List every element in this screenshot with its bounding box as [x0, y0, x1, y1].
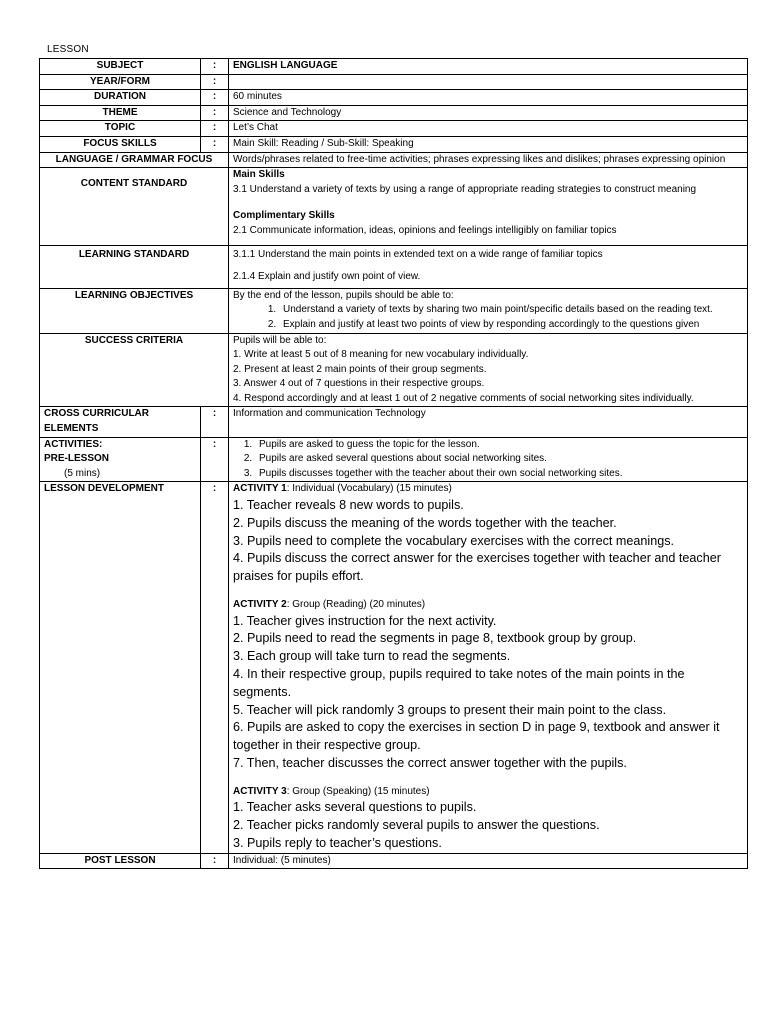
complimentary-skills-heading: Complimentary Skills: [233, 210, 335, 222]
activity-1-meta: : Individual (Vocabulary) (15 minutes): [286, 483, 452, 495]
cross-curricular-value: Information and communication Technology: [229, 407, 748, 437]
success-criteria-intro: Pupils will be able to:: [233, 334, 327, 346]
activity-step: 2. Pupils discuss the meaning of the words together with the teacher.: [233, 515, 617, 530]
pre-lesson-value: [229, 437, 748, 482]
activity-step: 1. Teacher reveals 8 new words to pupils.: [233, 498, 464, 513]
subject-colon: :: [201, 59, 229, 75]
year-form-value: [229, 74, 748, 90]
row-theme: [40, 105, 748, 121]
complimentary-skills-text: 2.1 Communicate information, ideas, opinions and feelings intelligibly on familiar topics: [233, 224, 617, 236]
success-criteria-item: 4. Respond accordingly and at least 1 out of 2 negative comments of social networking sites individually.: [233, 392, 694, 404]
row-year-form: [40, 74, 748, 90]
lesson-development-colon: :: [201, 482, 229, 853]
row-post-lesson: [40, 853, 748, 869]
pre-lesson-colon: :: [201, 437, 229, 482]
learning-standard-value: [229, 245, 748, 288]
pre-lesson-title: PRE-LESSON: [44, 453, 110, 465]
row-success-criteria: [40, 333, 748, 407]
topic-colon: :: [201, 121, 229, 137]
theme-label: THEME: [40, 105, 201, 121]
row-topic: [40, 121, 748, 137]
year-form-colon: :: [201, 74, 229, 90]
activity-step: 3. Pupils reply to teacher’s questions.: [233, 835, 442, 850]
learning-objectives-intro: By the end of the lesson, pupils should be able to:: [233, 289, 454, 301]
row-lesson-development: [40, 482, 748, 853]
row-cross-curricular: [40, 407, 748, 437]
success-criteria-label: SUCCESS CRITERIA: [40, 333, 229, 407]
activity-step: 1. Teacher asks several questions to pupils.: [233, 800, 477, 815]
activity-step: 1. Teacher gives instruction for the next activity.: [233, 613, 497, 628]
pre-lesson-label: [40, 437, 201, 482]
activity-3-meta: : Group (Speaking) (15 minutes): [286, 785, 430, 797]
activity-step: 4. Pupils discuss the correct answer for the exercises together with teacher and teacher praises for pupils effort.: [233, 551, 721, 584]
activity-step: 6. Pupils are asked to copy the exercises in section D in page 9, textbook and answer it together in their respective group.: [233, 720, 720, 753]
row-pre-lesson: [40, 437, 748, 482]
row-language-focus: [40, 152, 748, 168]
pre-lesson-list: [233, 438, 743, 482]
success-criteria-value: [229, 333, 748, 407]
lesson-heading: LESSON: [47, 44, 89, 55]
activity-step: 3. Each group will take turn to read the segments.: [233, 649, 511, 664]
activities-label: ACTIVITIES:: [44, 438, 103, 450]
learning-standard-label: LEARNING STANDARD: [40, 245, 229, 288]
learning-objectives-label: LEARNING OBJECTIVES: [40, 288, 229, 333]
duration-value: 60 minutes: [229, 90, 748, 106]
row-learning-standard: [40, 245, 748, 288]
subject-label: SUBJECT: [40, 59, 201, 75]
learning-standard-line-2: 2.1.4 Explain and justify own point of view.: [233, 271, 421, 283]
activity-2-steps: [233, 613, 743, 773]
row-focus-skills: [40, 136, 748, 152]
activity-step: 7. Then, teacher discusses the correct answer together with the pupils.: [233, 755, 627, 770]
activity-2-title: ACTIVITY 2: [233, 599, 287, 611]
learning-objectives-list: [233, 303, 743, 332]
pre-lesson-item: 3. Pupils discusses together with the teacher about their own social networking sites.: [255, 467, 743, 482]
activity-1-steps: [233, 497, 743, 586]
activity-2-meta: : Group (Reading) (20 minutes): [286, 599, 426, 611]
success-criteria-item: 3. Answer 4 out of 7 questions in their respective groups.: [233, 378, 485, 390]
learning-objective-item: 2. Explain and justify at least two points of view by responding accordingly to the questions given: [279, 318, 743, 333]
pre-lesson-item: 1. Pupils are asked to guess the topic for the lesson.: [255, 438, 743, 453]
language-focus-label: LANGUAGE / GRAMMAR FOCUS: [40, 152, 229, 168]
language-focus-value: Words/phrases related to free-time activities; phrases expressing likes and dislikes; phrases expressing opinion: [229, 152, 748, 168]
row-subject: [40, 59, 748, 75]
success-criteria-item: 2. Present at least 2 main points of their group segments.: [233, 363, 487, 375]
content-standard-value: [229, 168, 748, 245]
main-skills-heading: Main Skills: [233, 169, 285, 181]
focus-skills-value: Main Skill: Reading / Sub-Skill: Speaking: [229, 136, 748, 152]
activity-2-heading: [233, 598, 743, 613]
activity-3-heading: [233, 785, 743, 800]
cross-curricular-label: CROSS CURRICULAR ELEMENTS: [40, 407, 201, 437]
learning-standard-line-1: 3.1.1 Understand the main points in extended text on a wide range of familiar topics: [233, 248, 603, 260]
activity-step: 4. In their respective group, pupils required to take notes of the main points in the segments.: [233, 667, 685, 699]
activity-1-heading: [233, 482, 743, 497]
duration-label: DURATION: [40, 90, 201, 106]
lesson-development-label: LESSON DEVELOPMENT: [40, 482, 201, 853]
duration-colon: :: [201, 90, 229, 106]
activity-step: 2. Pupils need to read the segments in page 8, textbook group by group.: [233, 631, 637, 646]
activity-3-title: ACTIVITY 3: [233, 785, 287, 797]
lesson-development-value: [229, 482, 748, 853]
lesson-plan-table: [39, 58, 748, 869]
row-learning-objectives: [40, 288, 748, 333]
learning-objective-item: 1. Understand a variety of texts by sharing two main point/specific details based on the reading text.: [279, 303, 743, 318]
post-lesson-value: Individual: (5 minutes): [229, 853, 748, 869]
row-duration: [40, 90, 748, 106]
year-form-label: YEAR/FORM: [40, 74, 201, 90]
pre-lesson-item: 2. Pupils are asked several questions about social networking sites.: [255, 452, 743, 467]
learning-objectives-value: [229, 288, 748, 333]
subject-value: ENGLISH LANGUAGE: [229, 59, 748, 75]
topic-value: Let’s Chat: [229, 121, 748, 137]
topic-label: TOPIC: [40, 121, 201, 137]
focus-skills-colon: :: [201, 136, 229, 152]
post-lesson-label: POST LESSON: [40, 853, 201, 869]
theme-colon: :: [201, 105, 229, 121]
activity-3-steps: [233, 799, 743, 852]
pre-lesson-duration: (5 mins): [64, 467, 101, 479]
activity-1-title: ACTIVITY 1: [233, 483, 287, 495]
main-skills-text: 3.1 Understand a variety of texts by using a range of appropriate reading strategies to construct meaning: [233, 183, 697, 195]
content-standard-label: CONTENT STANDARD: [40, 168, 229, 245]
success-criteria-item: 1. Write at least 5 out of 8 meaning for new vocabulary individually.: [233, 349, 529, 361]
row-content-standard: [40, 168, 748, 245]
post-lesson-colon: :: [201, 853, 229, 869]
theme-value: Science and Technology: [229, 105, 748, 121]
cross-curricular-colon: :: [201, 407, 229, 437]
activity-step: 3. Pupils need to complete the vocabulary exercises with the correct meanings.: [233, 533, 675, 548]
activity-step: 2. Teacher picks randomly several pupils to answer the questions.: [233, 818, 600, 833]
focus-skills-label: FOCUS SKILLS: [40, 136, 201, 152]
activity-step: 5. Teacher will pick randomly 3 groups to present their main point to the class.: [233, 702, 667, 717]
